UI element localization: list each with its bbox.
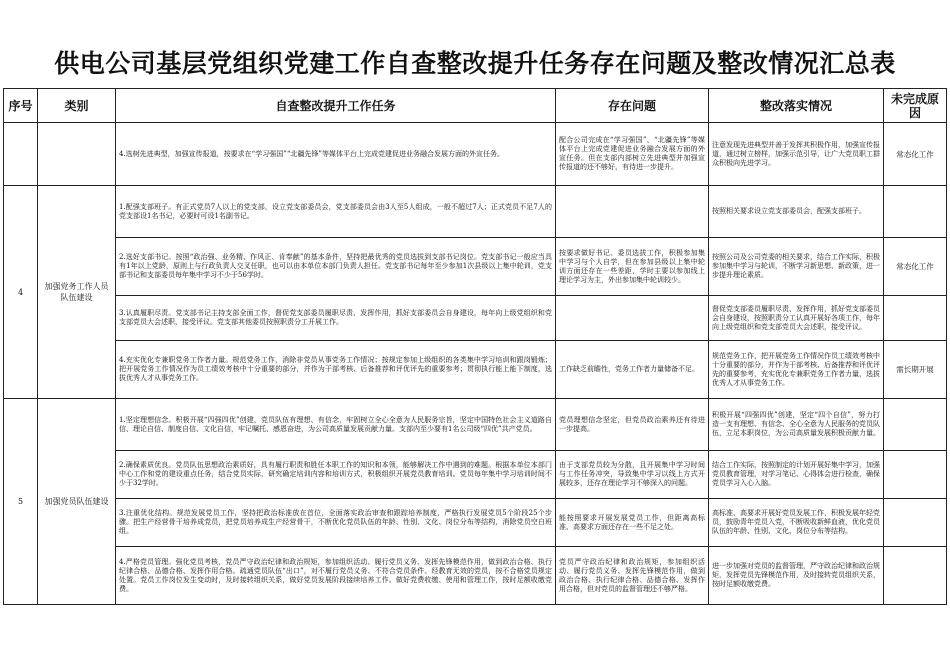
task-cell: 1.配强支部班子。有正式党员7人以上的党支部，设立党支部委员会，党支部委员会由3人至5人组成，一般不超过7人；正式党员不足7人的党支部设1名书记，必要时可设1名副书记。 <box>116 186 556 238</box>
table-row <box>4 186 947 238</box>
reason-cell <box>884 499 947 547</box>
problem-cell: 按要求做好书记、委员选拔工作，积极参加集中学习与个人自学，但在参加县级以上集中轮训方面还存在一些差距，学时主要以参加线上理论学习为主，外出参加集中轮训较少。 <box>556 238 709 296</box>
header-task: 自查整改提升工作任务 <box>116 89 556 123</box>
reason-cell: 常态化工作 <box>884 123 947 186</box>
problem-cell <box>556 296 709 341</box>
header-seq: 序号 <box>4 89 38 123</box>
reason-cell: 常态化工作 <box>884 238 947 296</box>
header-problem: 存在问题 <box>556 89 709 123</box>
table-row <box>4 499 947 547</box>
summary-table <box>3 88 947 605</box>
table-row <box>4 451 947 499</box>
seq-cell: 5 <box>4 399 38 605</box>
seq-cell <box>4 123 38 186</box>
category-cell: 加强党员队伍建设 <box>38 399 116 605</box>
problem-cell: 党员理想信念坚定，但党员政治素养还有待进一步提高。 <box>556 399 709 451</box>
table-row <box>4 547 947 605</box>
task-cell: 2.确保素质优良。党员队伍思想政治素质好，具有履行职责和胜任本职工作的知识和本领，能够解决工作中遇到的难题。根据本单位本部门中心工作和党的建设重点任务，结合党员实际，研究确定培训内容和培训方式，积极组织开展党员教育培训。党员每年集中学习培训时间不少于32学时。 <box>116 451 556 499</box>
task-cell: 4.选树先进典型，加强宣传报道，按要求在“学习强国”“北疆先锋”等媒体平台上完成党建促进业务融合发展方面的外宣任务。 <box>116 123 556 186</box>
problem-cell: 工作缺乏前瞻性，党务工作者力量储备不足。 <box>556 341 709 399</box>
task-cell: 3.认真履职尽责。党支部书记主持支部全面工作，督促党支部委员履职尽责、发挥作用，抓好支部委员会自身建设，每年向上级党组织和党支部党员大会述职，接受评议。党支部其他委员按照职责分工开展工作。 <box>116 296 556 341</box>
reason-cell <box>884 547 947 605</box>
reason-cell <box>884 399 947 451</box>
table-row <box>4 341 947 399</box>
reason-cell <box>884 296 947 341</box>
reason-cell <box>884 186 947 238</box>
category-cell <box>38 123 116 186</box>
problem-cell <box>556 186 709 238</box>
table-header-row <box>4 89 947 123</box>
reason-cell <box>884 451 947 499</box>
task-cell: 2.选好支部书记。按照“政治强、业务精、作风正、肯奉献”的基本条件，坚持把最优秀的党员选拔到支部书记岗位。党支部书记一般应当具有1年以上党龄，原则上与行政负责人交叉任职，也可以由本单位本部门负责人担任。党支部书记每年至少参加1次县级以上集中轮训，党支部书记和支部委员每年集中学习不少于56学时。 <box>116 238 556 296</box>
task-cell: 3.注重优化结构。规范发展党员工作，坚持把政治标准放在首位，全面落实政治审查和跟踪培养制度，严格执行发展党员5个阶段25个步骤。把生产经营骨干培养成党员，把党员培养成生产经营骨干，不断优化党员队伍的年龄、性别、文化、岗位分布等结构，消除党员空白班组。 <box>116 499 556 547</box>
implementation-cell: 进一步加强对党员的监督管理，严守政治纪律和政治规矩，发挥党员先锋模范作用，及时接转党员组织关系，按时足额收缴党费。 <box>709 547 884 605</box>
task-cell: 4.充实优化专兼职党务工作者力量。规范党务工作，消除非党员从事党务工作情况；按规定参加上级组织的各类集中学习培训和跟岗锻炼；把开展党务工作情况作为员工绩效考核中十分重要的部分，并作为干部考核、后备推荐和评优评先的重要参考；贯彻执行能上能下制度，选拔优秀人才从事党务工作。 <box>116 341 556 399</box>
implementation-cell: 督促党支部委员履职尽责、发挥作用，抓好党支部委员会自身建设，按照职责分工认真开展好各项工作，每年向上级党组织和党支部党员大会述职，接受评议。 <box>709 296 884 341</box>
header-implementation: 整改落实情况 <box>709 89 884 123</box>
header-reason: 未完成原因 <box>884 89 947 123</box>
reason-cell: 需长期开展 <box>884 341 947 399</box>
implementation-cell: 注意发现先进典型并善于发挥其积极作用，加强宣传报道，通过树立榜样，加强示范引导，让广大党员职工群众积极向先进学习。 <box>709 123 884 186</box>
problem-cell: 能按照要求开展发展党员工作，但距离高标准、高要求方面还存在一些不足之处。 <box>556 499 709 547</box>
problem-cell: 由于支部党员较为分散，且开展集中学习时间与工作任务冲突，导致集中学习以线上方式开展较多，还存在理论学习不够深入的问题。 <box>556 451 709 499</box>
implementation-cell: 按照公司及公司党委的相关要求，结合工作实际，积极参加集中学习与轮训，不断学习新思想、新政策，进一步提升理论素质。 <box>709 238 884 296</box>
problem-cell: 党员严守政治纪律和政治规矩，参加组织活动、履行党员义务、发挥先锋模范作用，做到政治合格、执行纪律合格、品德合格、发挥作用合格，但对党员的监督管理还不够严格。 <box>556 547 709 605</box>
implementation-cell: 高标准、高要求开展好党员发展工作，积极发展年轻党员，鼓励青年党员入党，不断吸收新鲜血液，优化党员队伍的年龄、性别、文化、岗位分布等结构。 <box>709 499 884 547</box>
table-row <box>4 399 947 451</box>
implementation-cell: 结合工作实际，按照制定的计划开展好集中学习，加强党员教育管理，对学习笔记、心得体会进行检查，确保党员学习入心入脑。 <box>709 451 884 499</box>
problem-cell: 配合公司完成在“学习强国”、“北疆先锋”等媒体平台上完成党建促进业务融合发展方面的外宣任务。但在支部内部树立先进典型并加强宣传报道的还不够好，有待进一步提升。 <box>556 123 709 186</box>
task-cell: 1.坚定理想信念。积极开展“四强四优”创建，党员队伍有理想、有信念，牢固树立全心全意为人民服务宗旨，坚定中国特色社会主义道路自信、理论自信、制度自信、文化自信，牢记嘱托、感恩奋进，为公司高质量发展贡献力量。支部内至少要有1名公司级“四优”共产党员。 <box>116 399 556 451</box>
implementation-cell: 按照相关要求设立党支部委员会，配强支部班子。 <box>709 186 884 238</box>
page-title: 供电公司基层党组织党建工作自查整改提升任务存在问题及整改情况汇总表 <box>54 49 896 78</box>
implementation-cell: 规范党务工作，把开展党务工作情况作员工绩效考核中十分重要的部分，并作为干部考核、后备推荐和评优评先的重要参考，充实优化专兼职党务工作者力量，选拔优秀人才从事党务工作。 <box>709 341 884 399</box>
table-row <box>4 296 947 341</box>
seq-cell: 4 <box>4 186 38 399</box>
table-row <box>4 123 947 186</box>
implementation-cell: 积极开展“四强四优”创建，坚定“四个自信”，努力打造一支有理想、有信念、全心全意为人民服务的党员队伍，立足本职岗位，为公司高质量发展积极贡献力量。 <box>709 399 884 451</box>
task-cell: 4.严格党员管理。强化党员考核，党员严守政治纪律和政治规矩，参加组织活动、履行党员义务、发挥先锋模范作用，做到政治合格、执行纪律合格、品德合格、发挥作用合格。疏通党员队伍“出口”，对不履行党员义务、不符合党员条件、经教育无效的党员，按不合格党员规定处置。党员工作岗位发生变动时，及时接转组织关系，做好党员发展阶段接续培养工作。做好党费收缴、使用和管理工作，按时足额收缴党费。 <box>116 547 556 605</box>
category-cell: 加强党务工作人员队伍建设 <box>38 186 116 399</box>
table-row <box>4 238 947 296</box>
header-category: 类别 <box>38 89 116 123</box>
